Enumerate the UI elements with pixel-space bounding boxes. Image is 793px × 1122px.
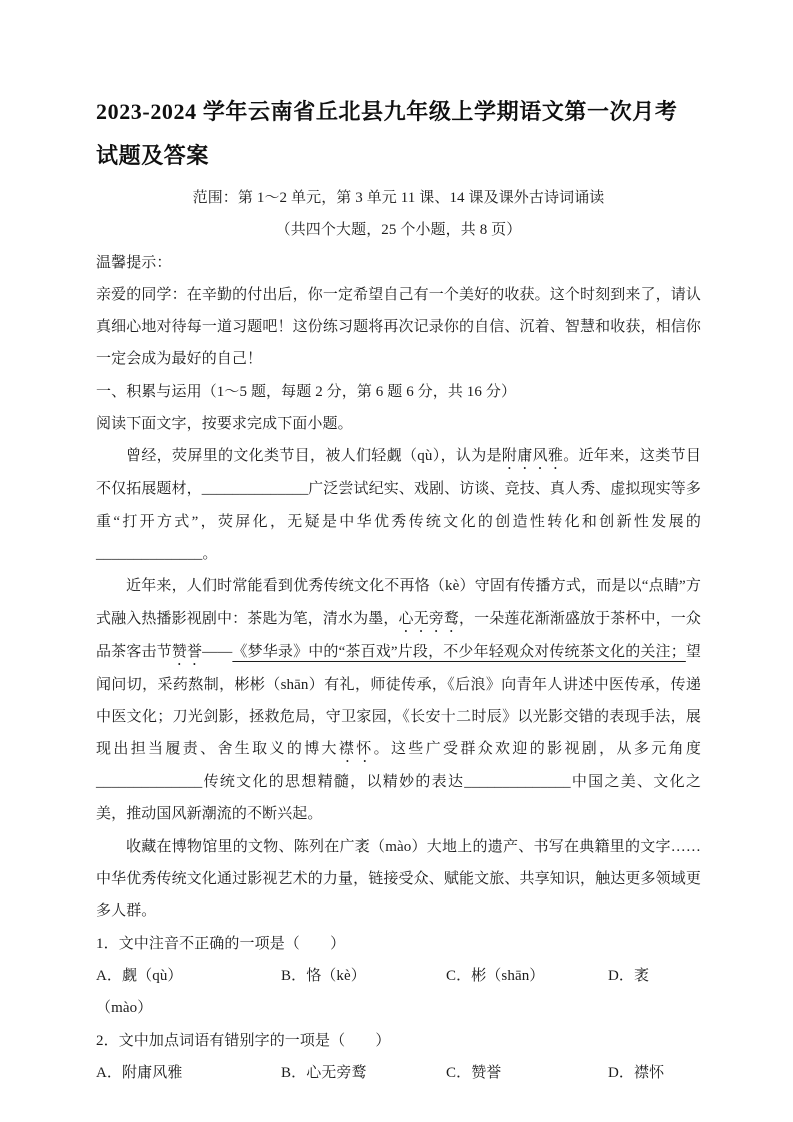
document-title: [96, 90, 701, 178]
question-2-option-b: B．心无旁鹜: [281, 1064, 367, 1081]
passage-paragraph-1: [96, 440, 701, 570]
question-2-options-row: [96, 1057, 701, 1089]
question-1-stem: 1．文中注音不正确的一项是（ ）: [96, 935, 346, 952]
passage-text: ，一朵莲花渐渐盛放于茶杯中，一众品茶客击节: [96, 610, 701, 660]
passage-paragraph-2: [96, 570, 701, 830]
question-1-option-b: B．恪（kè）: [281, 967, 366, 984]
passage-paragraph-3: [96, 831, 701, 928]
question-2-option-c: C．赞誉: [446, 1064, 502, 1081]
question-2-stem: 2．文中加点词语有错别字的一项是（ ）: [96, 1032, 391, 1049]
passage-text: 。这些广受群众欢迎的影视剧，从多元角度______________传统文化的思想精髓，以精妙的表达______________中国之美、文化之美，推动国风新潮流的不断兴起。: [96, 741, 702, 823]
passage-text: 。近年来，这类节目不仅拓展题材，______________广泛尝试纪实、戏剧、访谈、竞技、真人秀、虚拟现实等多重“打开方式”，荧屏化，无疑是中华优秀传统文化的创造性转化和创新性发展的______________。: [96, 448, 701, 562]
exam-scope-line: 范围：第 1～2 单元，第 3 单元 11 课、14 课及课外古诗词诵读: [192, 190, 605, 206]
exam-structure-line: （共四个大题，25 个小题，共 8 页）: [275, 222, 522, 239]
question-1-option-a: A．觑（qù）: [96, 967, 183, 984]
question-2-option-d: D．襟怀: [608, 1064, 665, 1081]
passage-text: ——: [202, 643, 233, 660]
question-1-option-c: C．彬（shān）: [446, 967, 545, 984]
question-1-option-d-continuation: （mào）: [96, 1000, 153, 1017]
passage-text: 望闻问切，采药熬制，彬彬（shān）有礼，师徒传承，《后浪》向青年人讲述中医传承，传递中医文化；刀光剑影，拯救危局，守卫家园，《长安十二时辰》以光影交错的表现手法，展现出担当履责、舍生取义的博大: [96, 643, 701, 758]
dotted-term: 襟怀: [338, 741, 374, 758]
underlined-sentence: 《梦华录》中的“茶百戏”片段，不少年轻观众对传统茶文化的关注；: [232, 643, 686, 660]
document-title-line-2: 试题及答案: [96, 143, 210, 168]
passage-text: 曾经，荧屏里的文化类节目，被人们轻觑（qù），认为是: [126, 448, 502, 465]
passage-text: 收藏在博物馆里的文物、陈列在广袤（mào）大地上的遗产、书写在典籍里的文字……中华优秀传统文化通过影视艺术的力量，链接受众、赋能文旅、共享知识，触达更多领域更多人群。: [96, 838, 701, 920]
dotted-term: 赞誉: [171, 643, 203, 660]
document-title-line-1: 2023-2024 学年云南省丘北县九年级上学期语文第一次月考: [96, 99, 678, 124]
reading-instruction: 阅读下面文字，按要求完成下面小题。: [96, 416, 353, 433]
question-1-options-row: [96, 960, 701, 992]
question-1-option-d: D．袤: [608, 967, 650, 984]
question-2-option-a: A．附庸风雅: [96, 1064, 183, 1081]
notice-text: 亲爱的同学：在辛勤的付出后，你一定希望自己有一个美好的收获。这个时刻到来了，请认真细心地对待每一道习题吧！这份练习题将再次记录你的自信、沉着、智慧和收获，相信你一定会成为最好的自己！: [96, 286, 701, 368]
section-one-heading: 一、积累与运用（1～5 题，每题 2 分，第 6 题 6 分，共 16 分）: [96, 383, 517, 400]
dotted-term: 附庸风雅: [501, 448, 564, 465]
notice-label: 温馨提示：: [96, 254, 172, 271]
passage-text: 近年来，人们时常能看到优秀传统文化不再恪（kè）守固有传播方式，而是以“点睛”方式融入热播影视剧中：茶匙为笔，清水为墨，: [96, 578, 701, 627]
dotted-term: 心无旁鹜: [398, 610, 459, 627]
